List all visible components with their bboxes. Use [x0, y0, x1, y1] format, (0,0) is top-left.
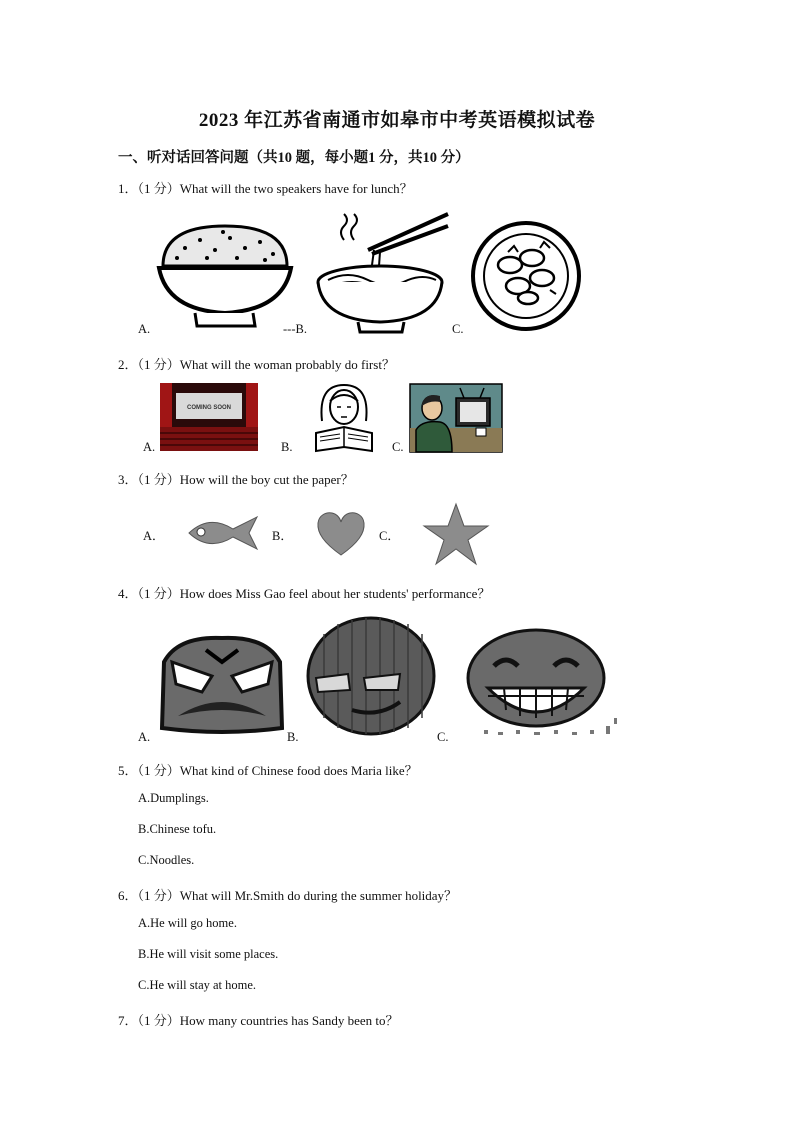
- page-title: 2023 年江苏省南通市如皋市中考英语模拟试卷: [198, 110, 596, 131]
- rice-bowl-icon: [155, 218, 295, 330]
- cinema-screen-text: COMING SOON: [186, 405, 232, 411]
- q3-option-c-label: C．: [379, 529, 400, 543]
- q1-option-c-label: C.: [452, 322, 464, 336]
- star-shape-icon: [423, 503, 489, 565]
- q2-option-a-label: A.: [143, 440, 156, 454]
- vegetable-plate-icon: [470, 220, 582, 332]
- q6-option-b: B.He will visit some places.: [138, 947, 279, 961]
- question-1: 1．（1 分）What will the two speakers have for lunch？: [118, 181, 413, 196]
- question-3: 3．（1 分）How will the boy cut the paper？: [118, 472, 354, 487]
- fish-shape-icon: [187, 514, 259, 552]
- question-7: 7．（1 分）How many countries has Sandy been to？: [118, 1013, 399, 1028]
- man-watching-tv-icon: [410, 384, 502, 452]
- q2-option-b-label: B.: [281, 440, 293, 454]
- q5-option-b: B.Chinese tofu.: [138, 822, 217, 836]
- section-heading: 一、听对话回答问题（共10 题，每小题1 分，共10 分）: [118, 150, 470, 166]
- noodle-bowl-icon: [308, 210, 450, 335]
- q1-option-a-label: A.: [138, 322, 151, 336]
- q4-option-b-label: B.: [287, 730, 299, 744]
- question-6: 6．（1 分）What will Mr.Smith do during the summer holiday？: [118, 888, 458, 903]
- q3-option-a-label: A．: [143, 529, 165, 543]
- heart-shape-icon: [316, 511, 366, 557]
- question-4: 4．（1 分）How does Miss Gao feel about her students' performance？: [118, 586, 491, 601]
- grin-face-icon: [464, 626, 624, 740]
- cinema-icon: [160, 383, 258, 451]
- question-5: 5．（1 分）What kind of Chinese food does Maria like？: [118, 763, 418, 778]
- q1-option-b-label: ---B.: [283, 322, 307, 336]
- girl-reading-icon: [308, 381, 380, 453]
- angry-face-icon: [158, 632, 286, 736]
- q2-option-c-label: C.: [392, 440, 404, 454]
- smirk-face-icon: [304, 614, 438, 738]
- q6-option-a: A.He will go home.: [138, 916, 237, 930]
- q3-option-b-label: B．: [272, 529, 293, 543]
- q4-option-c-label: C.: [437, 730, 449, 744]
- q5-option-a: A.Dumplings.: [138, 791, 209, 805]
- q4-option-a-label: A.: [138, 730, 151, 744]
- q5-option-c: C.Noodles.: [138, 853, 195, 867]
- question-2: 2．（1 分）What will the woman probably do first？: [118, 357, 395, 372]
- q6-option-c: C.He will stay at home.: [138, 978, 257, 992]
